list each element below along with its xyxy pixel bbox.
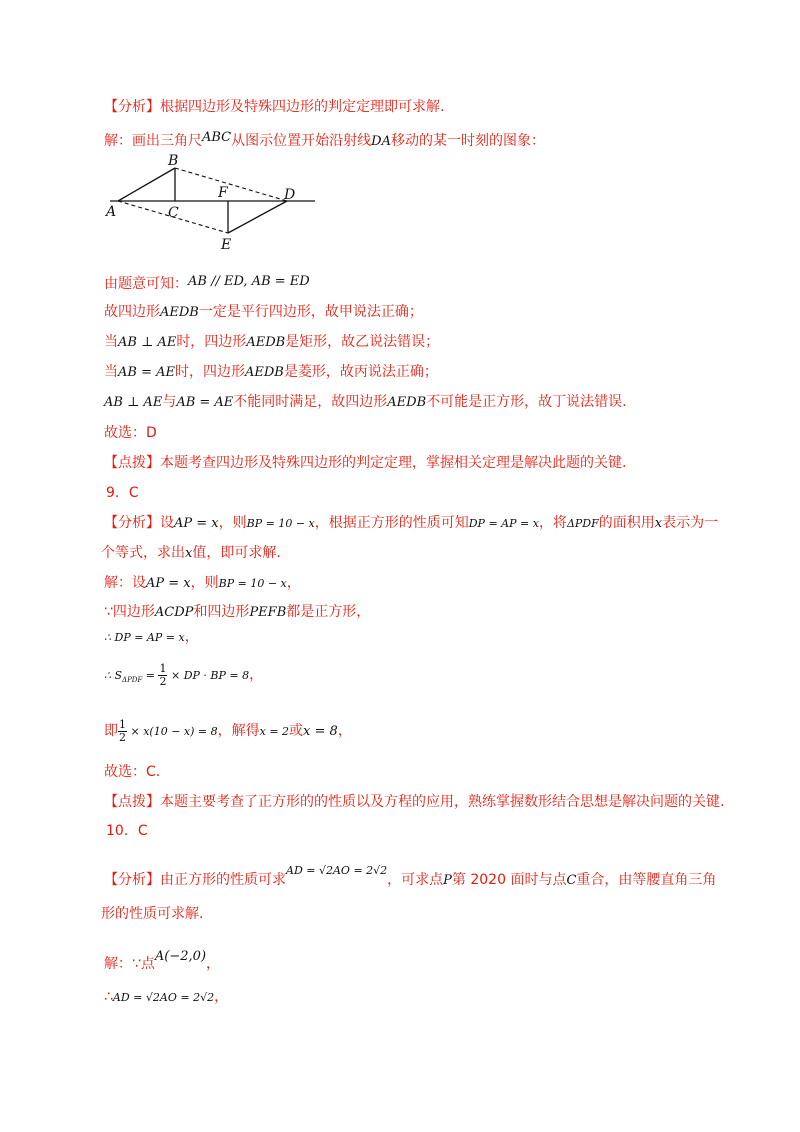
tip-tag: 【点拨】: [104, 794, 160, 810]
solution-9-dp: ∴ DP = AP = x，: [104, 629, 199, 645]
label-f: F: [218, 185, 228, 201]
solution-10-ad: ∴AD = √2AO = 2√2，: [104, 989, 229, 1005]
segment-ab: [118, 168, 175, 201]
geometry-figure: [100, 150, 330, 255]
answer-8: 故选：D: [104, 425, 157, 441]
analysis-line-10: 【分析】由正方形的性质可求$^{AD = √2AO = 2√2}$，可求点P第 2020 面时与点C重合，由等腰直角三角: [104, 864, 717, 888]
segment-bd-dashed: [175, 168, 287, 201]
solution-9-equation: 即 $\frac{1}{2}$ × x(10 − x) = 8，解得x = 2或x = 8，: [104, 717, 352, 744]
label-b: B: [168, 153, 179, 169]
label-e: E: [221, 237, 232, 253]
solution-9-set: 解：设AP = x，则BP = 10 − x，: [104, 575, 301, 591]
analysis-line-9: 【分析】设AP = x，则BP = 10 − x，根据正方形的性质可知DP = AP = x，将ΔPDF的面积用x表示为一: [104, 515, 719, 531]
segment-ed: [228, 201, 287, 233]
analysis-line-8: 【分析】根据四边形及特殊四边形的判定定理即可求解.: [104, 99, 445, 115]
label-c: C: [168, 205, 179, 221]
label-a: A: [106, 204, 117, 220]
analysis-tag: 【分析】: [104, 872, 160, 888]
solution-intro: 解：画出三角尺ABC从图示位置开始沿射线DA移动的某一时刻的图象：: [104, 130, 545, 149]
statement-jia: 故四边形AEDB一定是平行四边形，故甲说法正确；: [104, 304, 423, 320]
solution-10-point: 解：∵点A(−2,0)，: [104, 949, 221, 972]
statement-yi: 当AB ⊥ AE时，四边形AEDB是矩形，故乙说法错误；: [104, 334, 440, 350]
analysis-line-10-cont: 形的性质可求解.: [101, 906, 204, 922]
tip-line-8: 【点拨】本题考查四边形及特殊四边形的判定定理，掌握相关定理是解决此题的关键.: [104, 455, 627, 471]
answer-9: 故选：C.: [104, 764, 161, 780]
label-d: D: [284, 187, 296, 203]
statement-ding: AB ⊥ AE与AB = AE不能同时满足，故四边形AEDB不可能是正方形，故丁说法错误.: [104, 394, 627, 410]
question-9-heading: 9．C: [106, 485, 139, 501]
statement-bing: 当AB = AE时，四边形AEDB是菱形，故丙说法正确；: [104, 364, 438, 380]
analysis-tag: 【分析】: [104, 515, 160, 531]
tip-tag: 【点拨】: [104, 455, 160, 471]
given-line: 由题意可知：AB // ED, AB = ED: [104, 274, 310, 292]
fraction-half: $\frac{1}{2}$: [119, 717, 126, 744]
analysis-tag: 【分析】: [104, 99, 160, 115]
tip-line-9: 【点拨】本题主要考查了正方形的的性质以及方程的应用，熟练掌握数形结合思想是解决问题的关键.: [104, 794, 725, 810]
analysis-line-9-cont: 个等式，求出x值，即可求解.: [101, 545, 281, 561]
solution-9-area: ∴ $S_{\Delta PDF}$ = $\frac{1}{2}$ × DP · BP = 8，: [104, 661, 264, 688]
solution-9-squares: ∵四边形ACDP和四边形PEFB都是正方形，: [104, 604, 371, 620]
question-10-heading: 10．C: [106, 823, 148, 839]
fraction-half: $\frac{1}{2}$: [159, 661, 167, 688]
